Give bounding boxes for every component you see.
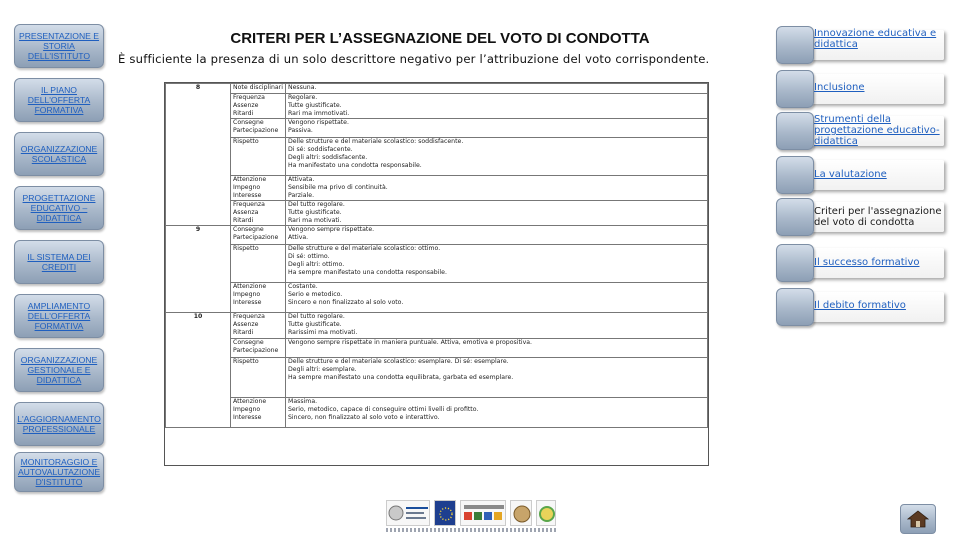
text-line: Attenzione xyxy=(233,176,267,183)
text-line: Regolare. xyxy=(288,94,318,101)
table-row xyxy=(166,226,708,245)
ministry-logo xyxy=(386,500,430,526)
text-line: Attivata. xyxy=(288,176,315,183)
nav-label: IL SISTEMA DEI CREDITI xyxy=(27,252,91,272)
criterion-label xyxy=(231,283,286,313)
grade-cell: 10 xyxy=(166,313,231,428)
table-row xyxy=(166,94,708,119)
right-nav-label[interactable]: Innovazione educativa e didattica xyxy=(814,28,937,50)
text-line: Sincero, non finalizzato al solo voto e interattivo. xyxy=(288,414,440,421)
text-line: Frequenza xyxy=(233,201,265,208)
text-line: Attiva. xyxy=(288,234,309,241)
text-line: Interesse xyxy=(233,299,262,306)
home-button[interactable] xyxy=(900,504,936,534)
table-row xyxy=(166,119,708,138)
text-line: Delle strutture e del materiale scolastico: esemplare. Di sé: esemplare. xyxy=(288,358,509,365)
right-nav-label[interactable]: Inclusione xyxy=(814,82,865,93)
right-nav-label[interactable]: Strumenti della progettazione educativo-didattica xyxy=(814,114,940,147)
school-logo xyxy=(460,500,506,526)
text-line: Rari ma motivati. xyxy=(288,217,342,224)
right-nav-strumenti[interactable] xyxy=(770,112,945,150)
text-line: Partecipazione xyxy=(233,347,279,354)
right-nav-button[interactable] xyxy=(776,244,814,282)
grade-cell: 9 xyxy=(166,226,231,313)
text-line: Attenzione xyxy=(233,398,267,405)
text-line: Impegno xyxy=(233,406,261,413)
table-row xyxy=(166,138,708,176)
nav-label: ORGANIZZAZIONE SCOLASTICA xyxy=(20,144,98,164)
right-nav-label[interactable]: Criteri per l'assegnazione del voto di condotta xyxy=(814,206,942,228)
emblem-logo xyxy=(536,500,556,526)
text-line: Rarissimi ma motivati. xyxy=(288,329,358,336)
logo-caption xyxy=(386,528,556,532)
criterion-label xyxy=(231,339,286,358)
text-line: Vengono rispettate. xyxy=(288,119,349,126)
text-line: Sensibile ma privo di continuità. xyxy=(288,184,388,191)
right-nav-button[interactable] xyxy=(776,26,814,64)
criterion-label xyxy=(231,176,286,201)
text-line: Impegno xyxy=(233,291,261,298)
table-row xyxy=(166,358,708,398)
text-line: Interesse xyxy=(233,414,262,421)
nav-organizzazione-gestionale[interactable] xyxy=(14,348,104,392)
table-row xyxy=(166,283,708,313)
criterion-label xyxy=(231,226,286,245)
nav-label: AMPLIAMENTO DELL'OFFERTA FORMATIVA xyxy=(27,301,91,331)
criterion-desc: Vengono sempre rispettate in maniera puntuale. Attiva, emotiva e propositiva. xyxy=(286,339,708,358)
criterion-desc xyxy=(286,283,708,313)
text-line: Ritardi xyxy=(233,110,254,117)
text-line: Ha sempre manifestato una condotta responsabile. xyxy=(288,269,447,276)
text-line: Assenza xyxy=(233,209,259,216)
text-line: Sincero e non finalizzato al solo voto. xyxy=(288,299,404,306)
text-line: Consegne xyxy=(233,119,264,126)
criterion-label xyxy=(231,201,286,226)
text-line: Attenzione xyxy=(233,283,267,290)
right-nav-innovazione[interactable] xyxy=(770,26,945,64)
right-nav-button[interactable] xyxy=(776,156,814,194)
text-line: Ha manifestato una condotta responsabile. xyxy=(288,162,422,169)
criterion-desc xyxy=(286,201,708,226)
nav-organizzazione-scolastica[interactable] xyxy=(14,132,104,176)
grade-cell: 8 xyxy=(166,84,231,226)
criterion-label: Note disciplinari xyxy=(231,84,286,94)
nav-label: ORGANIZZAZIONE GESTIONALE E DIDATTICA xyxy=(20,355,98,385)
criterion-label xyxy=(231,398,286,428)
eu-flag-logo xyxy=(434,500,456,526)
right-nav-label[interactable]: Il successo formativo xyxy=(814,257,920,268)
text-line: Assenze xyxy=(233,321,259,328)
text-line: Assenze xyxy=(233,102,259,109)
criterion-label xyxy=(231,94,286,119)
nav-piano-offerta[interactable] xyxy=(14,78,104,122)
criterion-label xyxy=(231,119,286,138)
text-line: Consegne xyxy=(233,226,264,233)
text-line: Costante. xyxy=(288,283,318,290)
text-line: Ritardi xyxy=(233,217,254,224)
text-line: Vengono sempre rispettate. xyxy=(288,226,375,233)
criterion-desc xyxy=(286,138,708,176)
right-nav-successo[interactable] xyxy=(770,244,945,282)
text-line: Frequenza xyxy=(233,94,265,101)
criterion-desc: Nessuna. xyxy=(286,84,708,94)
table-row xyxy=(166,201,708,226)
criterion-desc xyxy=(286,119,708,138)
table-row xyxy=(166,398,708,428)
right-nav-button[interactable] xyxy=(776,112,814,150)
nav-label: IL PIANO DELL'OFFERTA FORMATIVA xyxy=(27,85,91,115)
text-line: Degli altri: ottimo. xyxy=(288,261,345,268)
text-line: Partecipazione xyxy=(233,234,279,241)
text-line: Delle strutture e del materiale scolastico: ottimo. xyxy=(288,245,441,252)
text-line: Parziale. xyxy=(288,192,315,199)
nav-presentazione[interactable] xyxy=(14,24,104,68)
text-line: Rari ma immotivati. xyxy=(288,110,350,117)
criterion-label: Rispetto xyxy=(231,138,286,176)
seal-logo xyxy=(510,500,532,526)
right-nav-button[interactable] xyxy=(776,198,814,236)
text-line: Ha sempre manifestato una condotta equilibrata, garbata ed esemplare. xyxy=(288,374,514,381)
text-line: Interesse xyxy=(233,192,262,199)
text-line: Consegne xyxy=(233,339,264,346)
text-line: Degli altri: soddisfacente. xyxy=(288,154,368,161)
nav-label: PROGETTAZIONE EDUCATIVO – DIDATTICA xyxy=(22,193,96,223)
criterion-desc xyxy=(286,358,708,398)
nav-sistema-crediti[interactable] xyxy=(14,240,104,284)
right-nav-label[interactable]: Il debito formativo xyxy=(814,300,906,311)
criterion-desc xyxy=(286,398,708,428)
partner-logos xyxy=(386,498,556,534)
criterion-desc xyxy=(286,176,708,201)
text-line: Serio, metodico, capace di conseguire ottimi livelli di profitto. xyxy=(288,406,479,413)
text-line: Passiva. xyxy=(288,127,313,134)
criterion-label xyxy=(231,313,286,339)
nav-monitoraggio[interactable] xyxy=(14,452,104,492)
right-nav-valutazione[interactable] xyxy=(770,156,945,194)
criterion-label: Rispetto xyxy=(231,358,286,398)
text-line: Tutte giustificate. xyxy=(288,209,342,216)
right-nav-inclusione[interactable] xyxy=(770,70,945,108)
nav-ampliamento[interactable] xyxy=(14,294,104,338)
table-row xyxy=(166,339,708,358)
text-line: Del tutto regolare. xyxy=(288,313,345,320)
page-subtitle: È sufficiente la presenza di un solo descrittore negativo per l’attribuzione del voto corrispondente. xyxy=(118,52,710,66)
criteria-table xyxy=(164,82,709,466)
table-row xyxy=(166,245,708,283)
text-line: Ritardi xyxy=(233,329,254,336)
text-line: Degli altri: esemplare. xyxy=(288,366,357,373)
nav-label: L'AGGIORNAMENTO PROFESSIONALE xyxy=(17,414,101,434)
nav-progettazione[interactable] xyxy=(14,186,104,230)
right-nav-debito[interactable] xyxy=(770,288,945,326)
criterion-label: Rispetto xyxy=(231,245,286,283)
text-line: Tutte giustificate. xyxy=(288,102,342,109)
text-line: Massima. xyxy=(288,398,318,405)
text-line: Di sé: ottimo. xyxy=(288,253,330,260)
nav-label: MONITORAGGIO E AUTOVALUTAZIONE D'ISTITUTO xyxy=(17,457,101,487)
table-row xyxy=(166,84,708,94)
criterion-desc xyxy=(286,245,708,283)
right-nav-label[interactable]: La valutazione xyxy=(814,169,887,180)
nav-label: PRESENTAZIONE E STORIA DELL'ISTITUTO xyxy=(18,31,100,61)
text-line: Serio e metodico. xyxy=(288,291,343,298)
text-line: Del tutto regolare. xyxy=(288,201,345,208)
criterion-desc xyxy=(286,313,708,339)
criterion-desc xyxy=(286,226,708,245)
page-title: CRITERI PER L’ASSEGNAZIONE DEL VOTO DI CONDOTTA xyxy=(230,30,650,47)
right-nav-criteri-condotta[interactable] xyxy=(770,198,945,236)
text-line: Impegno xyxy=(233,184,261,191)
text-line: Partecipazione xyxy=(233,127,279,134)
right-nav-button[interactable] xyxy=(776,70,814,108)
text-line: Frequenza xyxy=(233,313,265,320)
home-icon xyxy=(907,510,929,528)
text-line: Delle strutture e del materiale scolastico: soddisfacente. xyxy=(288,138,464,145)
text-line: Tutte giustificate. xyxy=(288,321,342,328)
nav-aggiornamento[interactable] xyxy=(14,402,104,446)
text-line: Di sé: soddisfacente. xyxy=(288,146,353,153)
right-nav-button[interactable] xyxy=(776,288,814,326)
table-row xyxy=(166,176,708,201)
criterion-desc xyxy=(286,94,708,119)
table-row xyxy=(166,313,708,339)
